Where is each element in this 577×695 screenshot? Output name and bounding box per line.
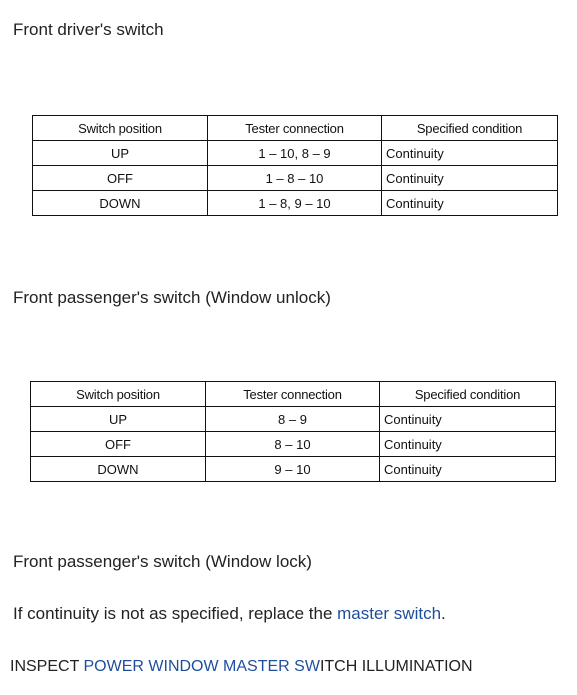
cell-switch-position: OFF <box>33 166 208 191</box>
cell-specified-condition: Continuity <box>380 457 556 482</box>
column-header-switch-position: Switch position <box>33 116 208 141</box>
column-header-tester-connection: Tester connection <box>208 116 382 141</box>
cell-switch-position: UP <box>33 141 208 166</box>
cell-specified-condition: Continuity <box>382 191 558 216</box>
cell-tester-connection: 1 – 8, 9 – 10 <box>208 191 382 216</box>
master-switch-link[interactable]: master switch <box>337 604 442 623</box>
column-header-specified-condition: Specified condition <box>380 382 556 407</box>
replace-note-prefix: If continuity is not as specified, replace the <box>13 604 338 623</box>
replace-note <box>13 604 446 624</box>
cell-specified-condition: Continuity <box>380 432 556 457</box>
power-window-master-switch-link[interactable]: POWER WINDOW MASTER SW <box>83 658 320 675</box>
inspect-heading-prefix: INSPECT <box>10 658 84 675</box>
column-header-tester-connection: Tester connection <box>206 382 380 407</box>
cell-tester-connection: 8 – 10 <box>206 432 380 457</box>
front-driver-switch-table <box>32 115 558 216</box>
cell-tester-connection: 1 – 10, 8 – 9 <box>208 141 382 166</box>
front-passenger-unlock-table <box>30 381 556 482</box>
cell-specified-condition: Continuity <box>382 141 558 166</box>
cell-tester-connection: 8 – 9 <box>206 407 380 432</box>
cell-tester-connection: 1 – 8 – 10 <box>208 166 382 191</box>
cell-switch-position: DOWN <box>33 191 208 216</box>
section-title-front-passenger-unlock: Front passenger's switch (Window unlock) <box>13 288 331 307</box>
cell-tester-connection: 9 – 10 <box>206 457 380 482</box>
cell-specified-condition: Continuity <box>382 166 558 191</box>
column-header-switch-position: Switch position <box>31 382 206 407</box>
cell-switch-position: DOWN <box>31 457 206 482</box>
column-header-specified-condition: Specified condition <box>382 116 558 141</box>
table-row <box>33 166 558 191</box>
replace-note-suffix: . <box>441 604 446 623</box>
table-row <box>31 407 556 432</box>
table-row <box>31 457 556 482</box>
table-row <box>33 191 558 216</box>
inspect-heading-suffix: ITCH ILLUMINATION <box>319 658 473 675</box>
table-row <box>31 432 556 457</box>
cell-specified-condition: Continuity <box>380 407 556 432</box>
section-title-front-driver: Front driver's switch <box>13 20 164 39</box>
table-header-row <box>33 116 558 141</box>
inspect-heading <box>10 657 473 677</box>
section-title-front-passenger-lock: Front passenger's switch (Window lock) <box>13 552 312 571</box>
cell-switch-position: UP <box>31 407 206 432</box>
cell-switch-position: OFF <box>31 432 206 457</box>
table-row <box>33 141 558 166</box>
table-header-row <box>31 382 556 407</box>
